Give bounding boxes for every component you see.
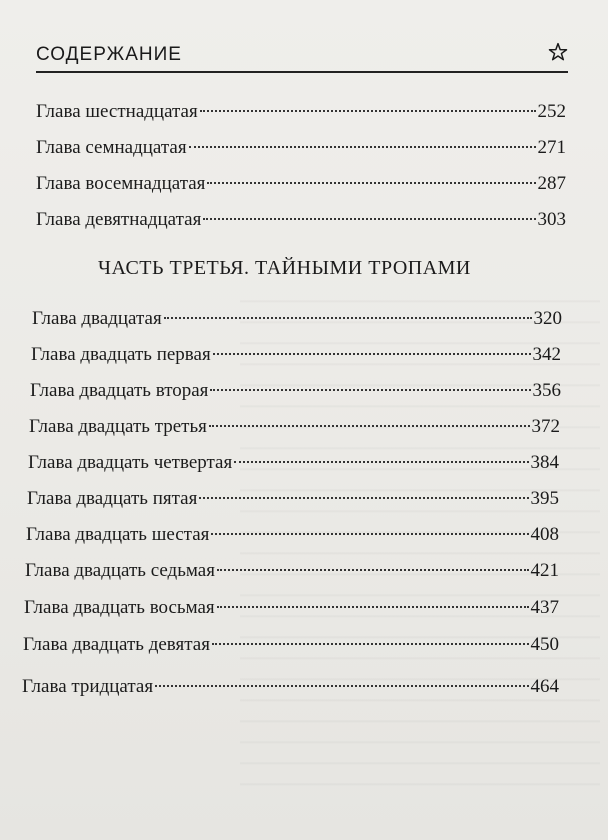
toc-entry <box>32 304 562 334</box>
dot-leader <box>211 533 528 535</box>
toc-entry <box>23 630 559 660</box>
chapter-title: Глава шестнадцатая <box>36 101 198 122</box>
page-number: 450 <box>530 634 559 655</box>
dot-leader <box>210 389 530 391</box>
page-number: 252 <box>537 101 566 122</box>
chapter-title: Глава семнадцатая <box>36 137 187 158</box>
chapter-title: Глава двадцать седьмая <box>25 560 215 581</box>
toc-entry <box>36 97 566 127</box>
page-number: 384 <box>530 452 559 473</box>
dot-leader <box>189 146 536 148</box>
dot-leader <box>164 317 532 319</box>
chapter-title: Глава двадцать девятая <box>23 634 210 655</box>
chapter-title: Глава двадцать пятая <box>27 488 198 509</box>
chapter-title: Глава двадцать третья <box>29 416 207 437</box>
dot-leader <box>199 497 528 499</box>
dot-leader <box>234 461 528 463</box>
page-number: 408 <box>530 524 559 545</box>
page-number: 303 <box>537 209 566 230</box>
page-number: 271 <box>537 137 566 158</box>
part-heading: ЧАСТЬ ТРЕТЬЯ. ТАЙНЫМИ ТРОПАМИ <box>98 257 471 279</box>
page-number: 421 <box>530 560 559 581</box>
toc-entry <box>27 484 559 514</box>
page-number: 356 <box>532 380 561 401</box>
dot-leader <box>203 218 535 220</box>
page-number: 342 <box>532 344 561 365</box>
dot-leader <box>213 353 531 355</box>
toc-entry <box>28 448 559 478</box>
toc-entry <box>29 412 560 442</box>
toc-entry <box>25 556 559 586</box>
chapter-title: Глава тридцатая <box>22 676 154 697</box>
toc-entry <box>31 340 561 370</box>
page-number: 372 <box>531 416 560 437</box>
toc-entry <box>30 376 561 406</box>
page-number: 320 <box>533 308 562 329</box>
chapter-title: Глава восемнадцатая <box>36 173 206 194</box>
toc-entry <box>22 672 559 702</box>
page-number: 437 <box>530 597 559 618</box>
chapter-title: Глава двадцать первая <box>31 344 211 365</box>
toc-entry <box>36 169 566 199</box>
chapter-title: Глава двадцать четвертая <box>28 452 233 473</box>
chapter-title: Глава двадцать вторая <box>30 380 209 401</box>
dot-leader <box>217 606 529 608</box>
dot-leader <box>212 643 529 645</box>
dot-leader <box>217 569 529 571</box>
dot-leader <box>155 685 528 687</box>
toc-entry <box>36 205 566 235</box>
dot-leader <box>200 110 536 112</box>
chapter-title: Глава двадцать шестая <box>26 524 210 545</box>
header-title: СОДЕРЖАНИЕ <box>36 44 182 65</box>
toc-entry <box>36 133 566 163</box>
toc-entry <box>24 593 559 623</box>
toc-entry <box>26 520 559 550</box>
chapter-title: Глава девятнадцатая <box>36 209 202 230</box>
page-number: 395 <box>530 488 559 509</box>
dot-leader <box>207 182 535 184</box>
page-number: 287 <box>537 173 566 194</box>
chapter-title: Глава двадцать восьмая <box>24 597 215 618</box>
chapter-title: Глава двадцатая <box>32 308 162 329</box>
dot-leader <box>209 425 530 427</box>
page-number: 464 <box>530 676 559 697</box>
